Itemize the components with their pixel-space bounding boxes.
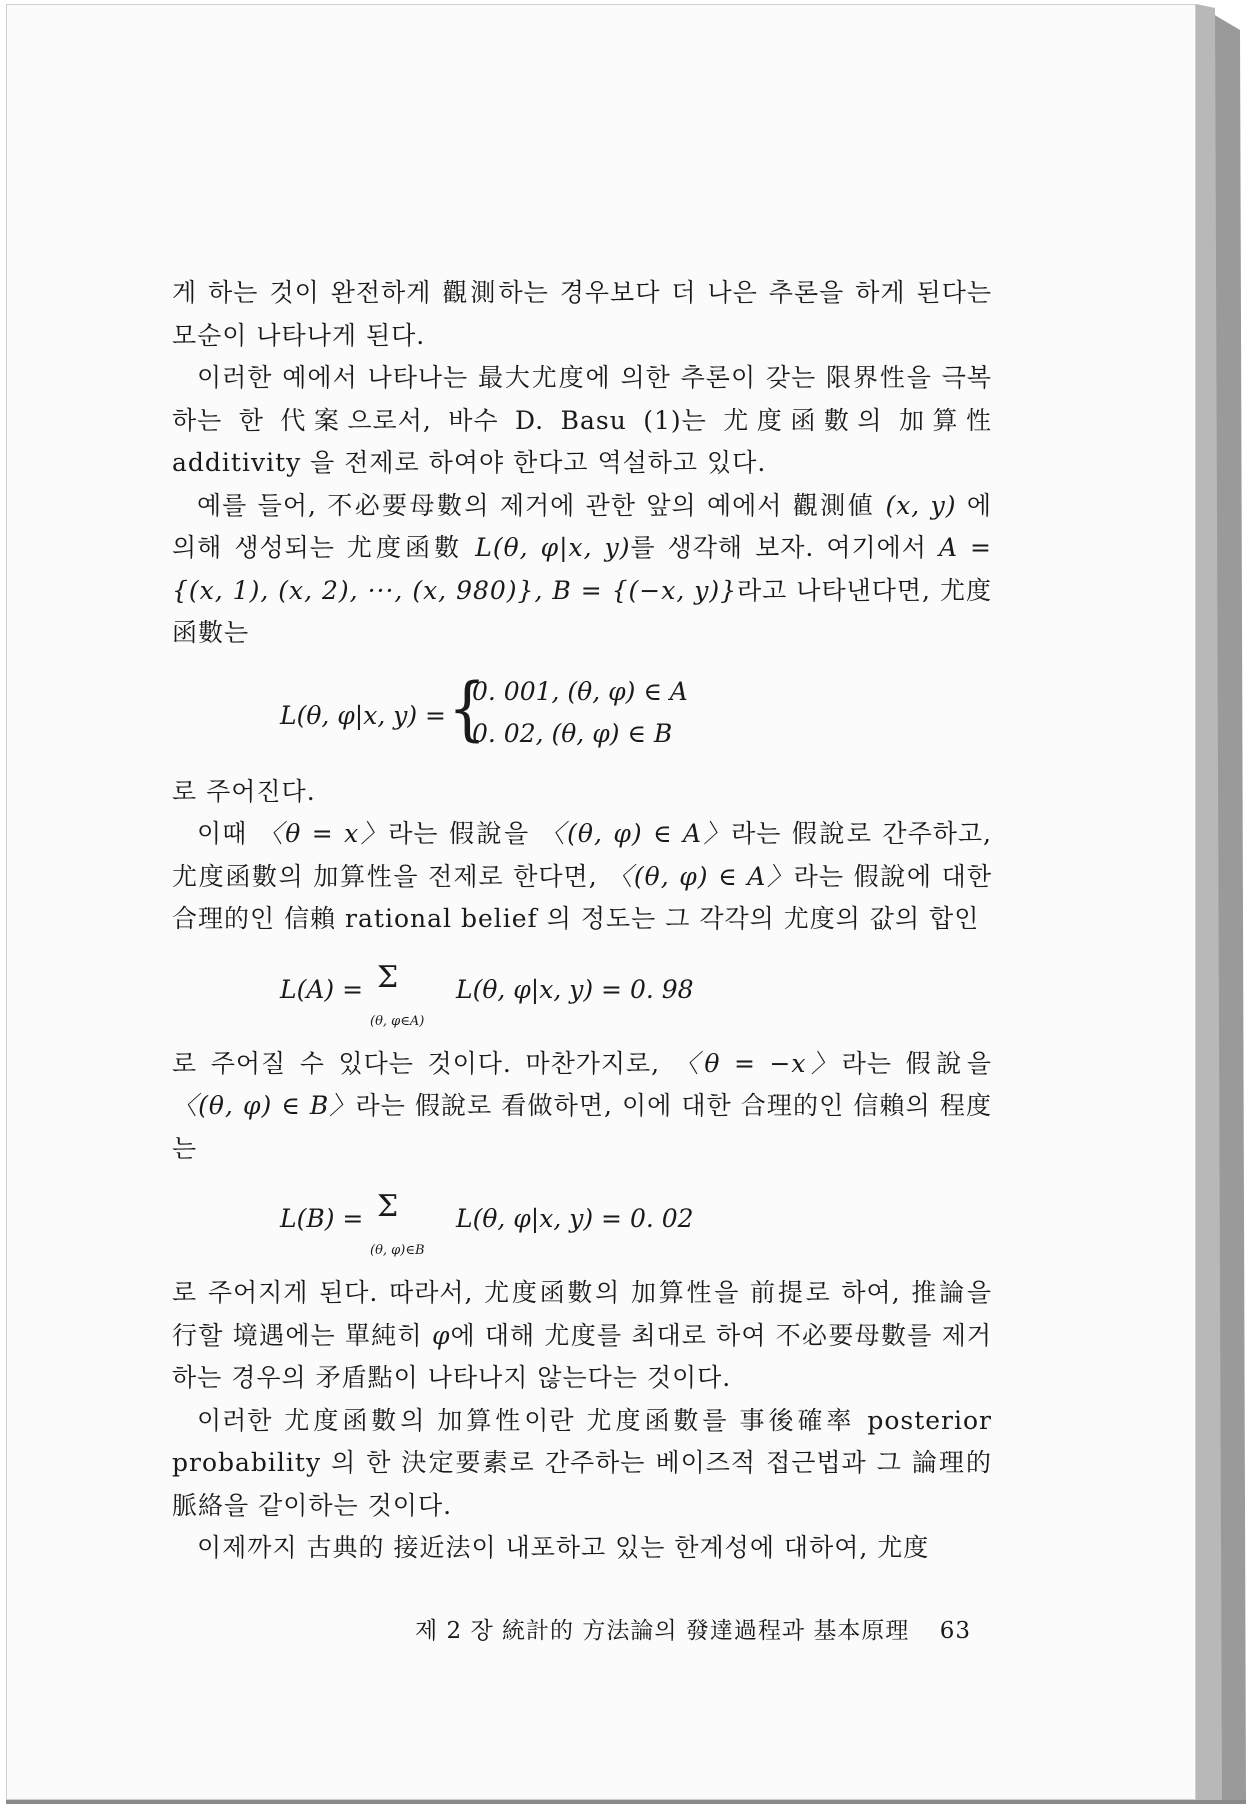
- equation-case-b: 0. 02, (θ, φ) ∈ B: [472, 718, 673, 748]
- paragraph-4: 로 주어진다.: [172, 776, 316, 806]
- sum-subscript: (θ, φ)∈B: [370, 1243, 425, 1258]
- equation-lhs: L(B) =: [280, 1204, 364, 1233]
- running-footer: [415, 1612, 971, 1645]
- sum-symbol: Σ: [377, 1189, 399, 1224]
- sum-symbol: Σ: [377, 959, 399, 995]
- page-number: 63: [939, 1618, 971, 1644]
- curly-brace: {: [448, 668, 487, 749]
- equation-likelihood-cases: [172, 669, 992, 761]
- equation-sum-b: [172, 1184, 992, 1262]
- equation-lhs: L(θ, φ|x, y) =: [280, 700, 446, 730]
- equation-case-a: 0. 001, (θ, φ) ∈ A: [472, 676, 688, 706]
- equation-lhs: L(A) =: [280, 974, 364, 1004]
- equation-rhs: L(θ, φ|x, y) = 0. 98: [456, 974, 694, 1004]
- paragraph-3: 예를 들어, 不必要母數의 제거에 관한 앞의 예에서 觀測値 (x, y) 에 의해 생성되는 尤度函數 L(θ, φ|x, y)를 생각해 보자. 여기에서 A = {(x, 1), (x, 2), ···, (x, 980)}, B = {(−x, y)}라고 나타낸다면, 尤度函數는: [172, 490, 993, 647]
- paragraph-9: 이제까지 古典的 接近法이 내포하고 있는 한계성에 대하여, 尤度: [197, 1533, 930, 1562]
- paragraph-6: 로 주어질 수 있다는 것이다. 마찬가지로, 〈θ = −x〉라는 假說을 〈(θ, φ) ∈ B〉라는 假說로 看做하면, 이에 대한 合理的인 信賴의 程度는: [172, 1048, 992, 1163]
- equation-sum-a: [172, 955, 992, 1033]
- paragraph-8: 이러한 尤度函數의 加算性이란 尤度函數를 事後確率 posterior probability 의 한 決定要素로 간주하는 베이즈적 접근법과 그 論理的 脈絡을 같이하는 것이다.: [172, 1405, 992, 1520]
- paragraph-2: 이러한 예에서 나타나는 最大尤度에 의한 추론이 갖는 限界性을 극복하는 한 代案으로서, 바수 D. Basu (1)는 尤度函數의 加算性 additivity 을 전제로 하여야 한다고 역설하고 있다.: [172, 363, 992, 477]
- sum-subscript: (θ, φ∈A): [370, 1013, 425, 1029]
- paragraph-1: 게 하는 것이 완전하게 觀測하는 경우보다 더 나은 추론을 하게 된다는 모순이 나타나게 된다.: [172, 278, 992, 350]
- equation-rhs: L(θ, φ|x, y) = 0. 02: [456, 1204, 694, 1233]
- body-text: [172, 272, 992, 1570]
- paragraph-7: 로 주어지게 된다. 따라서, 尤度函數의 加算性을 前提로 하여, 推論을 行할 境遇에는 單純히 φ에 대해 尤度를 최대로 하여 不必要母數를 제거하는 경우의 矛盾點이 나타나지 않는다는 것이다.: [172, 1278, 993, 1392]
- chapter-title: 제 2 장 統計的 方法論의 發達過程과 基本原理: [415, 1618, 910, 1644]
- paragraph-5: 이때 〈θ = x〉라는 假說을 〈(θ, φ) ∈ A〉라는 假說로 간주하고, 尤度函數의 加算性을 전제로 한다면, 〈(θ, φ) ∈ A〉라는 假說에 대한 合理的인 信賴 rational belief 의 정도는 그 각각의 尤度의 값의 합인: [172, 819, 992, 933]
